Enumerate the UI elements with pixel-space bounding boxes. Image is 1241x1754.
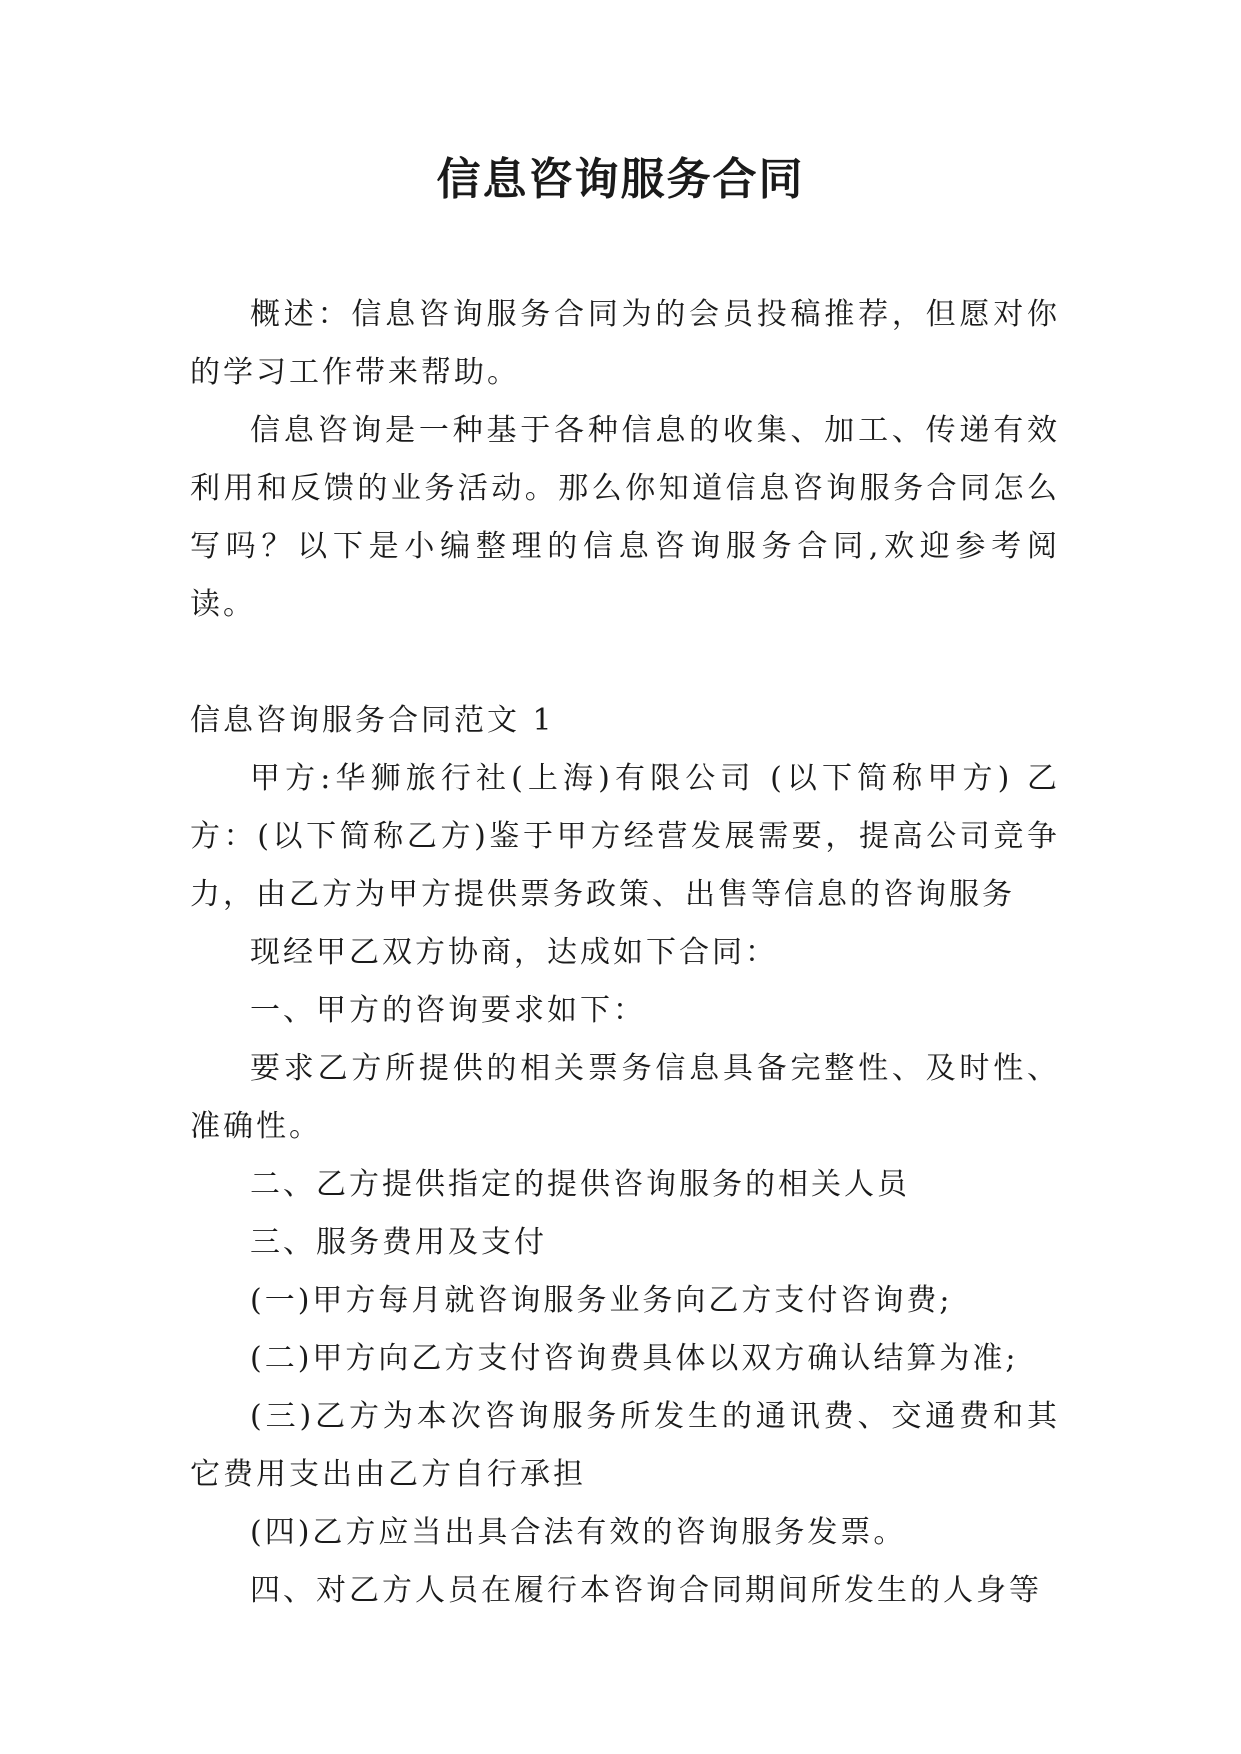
clause-4: 四、对乙方人员在履行本咨询合同期间所发生的人身等 <box>250 1573 1042 1608</box>
clause-3-4: (四)乙方应当出具合法有效的咨询服务发票。 <box>250 1515 907 1550</box>
clause-3-1: (一)甲方每月就咨询服务业务向乙方支付咨询费; <box>250 1283 953 1318</box>
intro-paragraph: 信息咨询是一种基于各种信息的收集、加工、传递有效利用和反馈的业务活动。那么你知道信息咨询服务合同怎么写吗？以下是小编整理的信息咨询服务合同,欢迎参考阅读。 <box>190 413 1060 622</box>
paragraph-gap <box>190 634 1060 692</box>
agreement-paragraph: 现经甲乙双方协商，达成如下合同： <box>250 935 778 970</box>
clause-3-2: (二)甲方向乙方支付咨询费具体以双方确认结算为准; <box>250 1341 1019 1376</box>
document-body <box>190 286 1060 1620</box>
document-title: 信息咨询服务合同 <box>436 154 805 205</box>
parties-paragraph: 甲方:华狮旅行社(上海)有限公司 (以下简称甲方) 乙方：(以下简称乙方)鉴于甲方经营发展需要，提高公司竞争力，由乙方为甲方提供票务政策、出售等信息的咨询服务 <box>190 761 1060 912</box>
clause-3-3: (三)乙方为本次咨询服务所发生的通讯费、交通费和其它费用支出由乙方自行承担 <box>190 1399 1060 1492</box>
clause-2: 二、乙方提供指定的提供咨询服务的相关人员 <box>250 1167 910 1202</box>
clause-1: 一、甲方的咨询要求如下： <box>250 993 646 1028</box>
summary-paragraph: 概述：信息咨询服务合同为的会员投稿推荐，但愿对你的学习工作带来帮助。 <box>190 297 1060 390</box>
clause-3: 三、服务费用及支付 <box>250 1225 547 1260</box>
sample-heading: 信息咨询服务合同范文 1 <box>190 703 555 738</box>
clause-1-detail: 要求乙方所提供的相关票务信息具备完整性、及时性、准确性。 <box>190 1051 1060 1144</box>
